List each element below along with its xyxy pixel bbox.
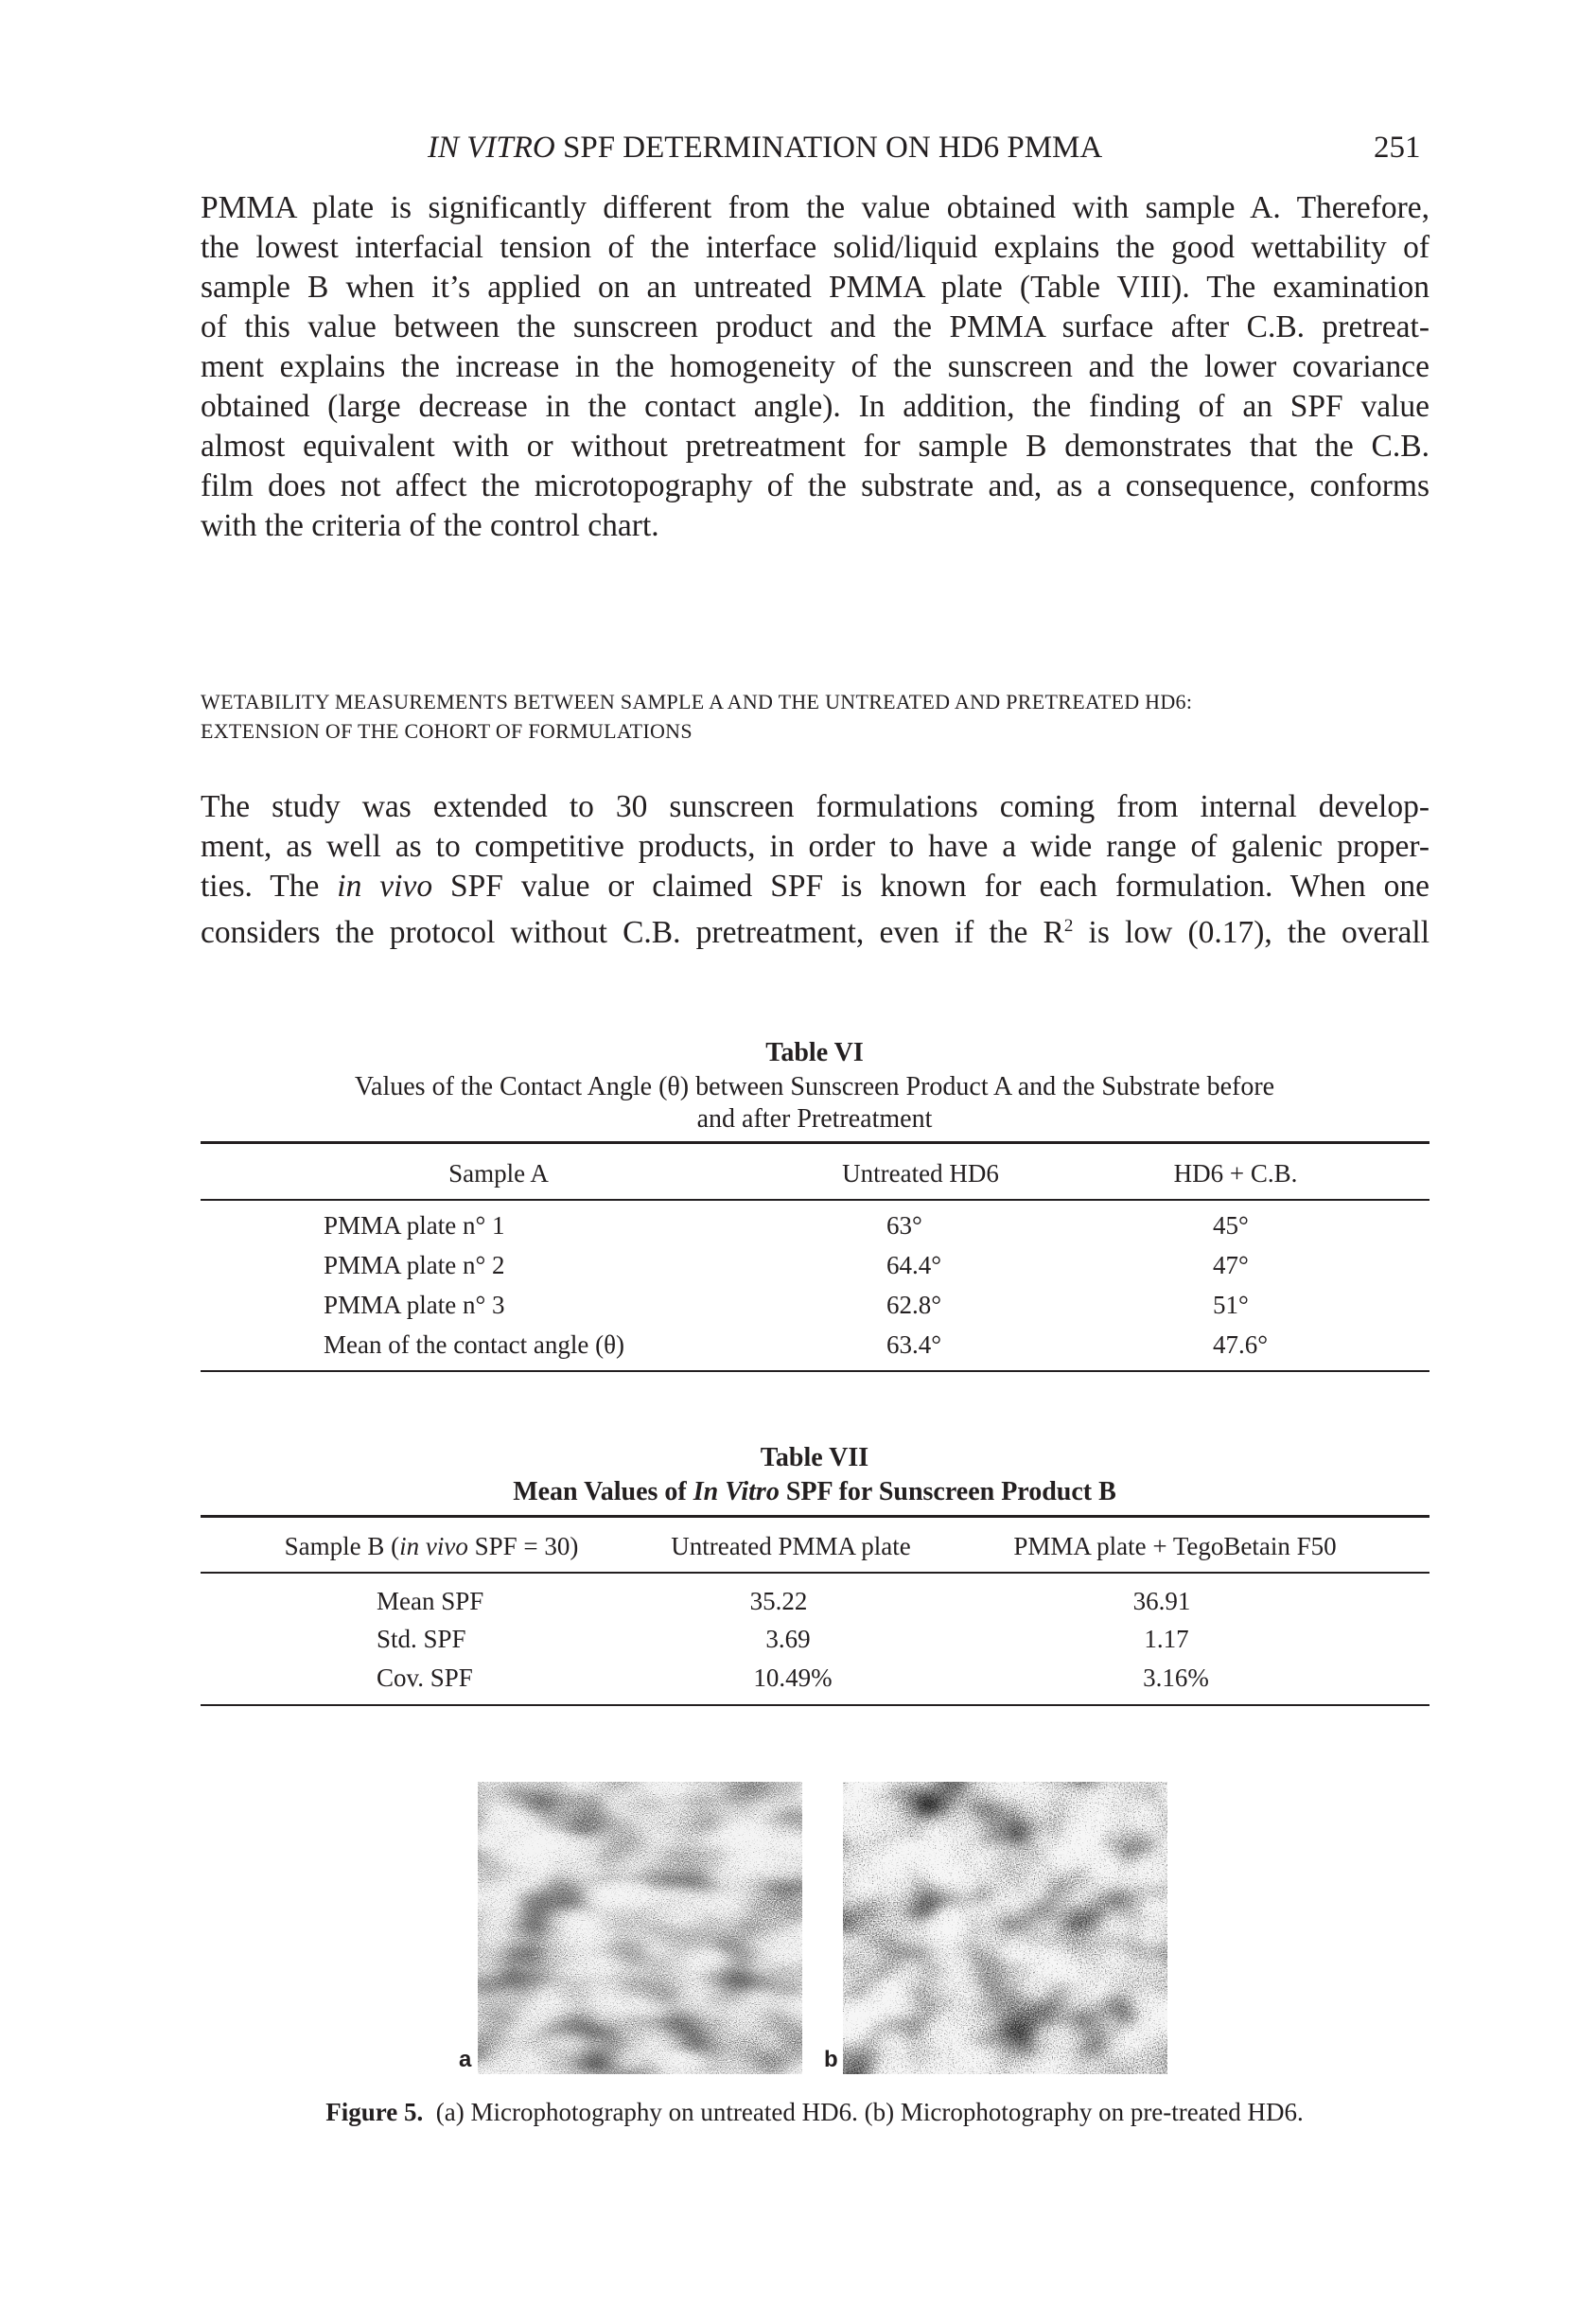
text-line: obtained (large decrease in the contact angle). In addition, the finding of an SPF value — [201, 389, 1429, 424]
row-label: Cov. SPF — [377, 1663, 473, 1692]
cell: 3.16% — [1143, 1663, 1209, 1692]
page-number: 251 — [1374, 131, 1421, 165]
column-header: HD6 + C.B. — [1173, 1159, 1298, 1188]
column-header — [285, 1532, 579, 1561]
row-label: Mean of the contact angle (θ) — [324, 1330, 625, 1359]
table-bottom-rule — [201, 1370, 1429, 1372]
row-label: PMMA plate n° 2 — [324, 1251, 505, 1279]
cell: 1.17 — [1144, 1625, 1189, 1653]
cell: 35.22 — [749, 1587, 808, 1615]
text-line: ment, as well as to competitive products, in order to have a wide range of galenic proper- — [201, 829, 1429, 864]
cell: 62.8° — [886, 1291, 942, 1319]
row-label: Mean SPF — [377, 1587, 484, 1615]
text-line: with the criteria of the control chart. — [201, 508, 659, 543]
text-line — [201, 907, 1429, 952]
figure-caption — [325, 2098, 1303, 2127]
running-header-title — [428, 131, 1102, 166]
cell: 63° — [886, 1211, 922, 1240]
text: SPF value or claimed SPF is known for each formulation. When one — [432, 869, 1430, 904]
cell: 10.49% — [753, 1663, 833, 1692]
section-heading-line-1: WETABILITY MEASUREMENTS BETWEEN SAMPLE A AND THE UNTREATED AND PRETREATED HD6: — [201, 690, 1193, 713]
table-label: Table VII — [760, 1443, 869, 1472]
header-title-rest: SPF DETERMINATION ON HD6 PMMA — [554, 131, 1103, 165]
text: SPF for Sunscreen Product B — [779, 1477, 1116, 1506]
italic-text: in vivo — [337, 869, 433, 904]
text-line — [201, 868, 1429, 906]
text-line: sample B when it’s applied on an untreated PMMA plate (Table VIII). The examination — [201, 270, 1429, 305]
panel-label-a: a — [459, 2047, 472, 2072]
italic-text: in vivo — [399, 1532, 468, 1560]
microphotography-untreated — [478, 1782, 802, 2074]
italic-text: In Vitro — [693, 1477, 780, 1506]
cell: 51° — [1213, 1291, 1249, 1319]
column-header: Untreated HD6 — [842, 1159, 999, 1188]
table-label: Table VI — [765, 1038, 864, 1067]
cell: 47.6° — [1213, 1330, 1269, 1359]
table-caption: Values of the Contact Angle (θ) between Sunscreen Product A and the Substrate before — [354, 1072, 1275, 1101]
row-label: PMMA plate n° 3 — [324, 1291, 505, 1319]
caption-label: Figure 5. — [325, 2098, 424, 2126]
microphotography-pretreated — [843, 1782, 1167, 2074]
row-label: PMMA plate n° 1 — [324, 1211, 505, 1240]
cell: 36.91 — [1132, 1587, 1191, 1615]
text-line: PMMA plate is significantly different from the value obtained with sample A. Therefore, — [201, 190, 1429, 225]
cell: 45° — [1213, 1211, 1249, 1240]
panel-label-b: b — [824, 2047, 838, 2072]
text: Mean Values of — [513, 1477, 693, 1506]
column-header: PMMA plate + TegoBetain F50 — [1013, 1532, 1337, 1560]
superscript: 2 — [1063, 916, 1074, 936]
row-label: Std. SPF — [377, 1625, 466, 1653]
table-caption — [513, 1477, 1116, 1507]
column-header: Untreated PMMA plate — [671, 1532, 911, 1560]
text-line: film does not affect the microtopography of the substrate and, as a consequence, conforms — [201, 468, 1429, 503]
table-caption: and after Pretreatment — [696, 1104, 933, 1134]
column-header: Sample A — [448, 1159, 549, 1188]
table-top-rule — [201, 1141, 1429, 1144]
cell: 64.4° — [886, 1251, 942, 1279]
text-line: of this value between the sunscreen product and the PMMA surface after C.B. pretreat- — [201, 309, 1429, 344]
cell: 3.69 — [765, 1625, 811, 1653]
table-top-rule — [201, 1515, 1429, 1518]
table-bottom-rule — [201, 1704, 1429, 1706]
text-line: the lowest interfacial tension of the interface solid/liquid explains the good wettability of — [201, 230, 1429, 265]
text-line: The study was extended to 30 sunscreen formulations coming from internal develop- — [201, 789, 1429, 824]
text: ties. The — [201, 869, 338, 904]
text: Sample B ( — [284, 1532, 400, 1560]
text-line: ment explains the increase in the homogeneity of the sunscreen and the lower covariance — [201, 349, 1429, 384]
text: is low (0.17), the overall — [1073, 915, 1429, 951]
text-line: almost equivalent with or without pretreatment for sample B demonstrates that the C.B. — [201, 429, 1429, 464]
header-title-italic: IN VITRO — [428, 131, 555, 165]
cell: 63.4° — [886, 1330, 942, 1359]
section-heading-line-2: EXTENSION OF THE COHORT OF FORMULATIONS — [201, 719, 693, 743]
table-header-rule — [201, 1199, 1429, 1201]
cell: 47° — [1213, 1251, 1249, 1279]
text: SPF = 30) — [467, 1532, 579, 1560]
caption-text: (a) Microphotography on untreated HD6. (b) Microphotography on pre-treated HD6. — [435, 2098, 1304, 2126]
text: considers the protocol without C.B. pretreatment, even if the R — [201, 915, 1064, 951]
table-header-rule — [201, 1572, 1429, 1574]
